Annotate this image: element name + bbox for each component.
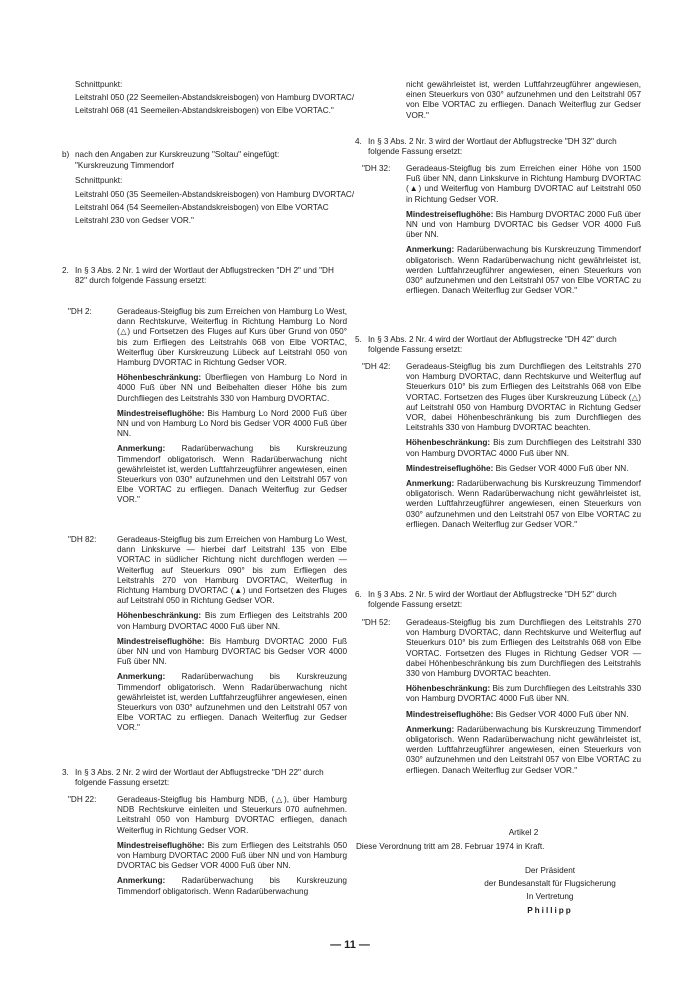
route-label-dh2: "DH 2: bbox=[68, 307, 92, 316]
height-restriction-text: Bis zum Erfliegen des Leitstrahls 200 von Hamburg DVORTAC 4000 Fuß über NN. bbox=[117, 611, 347, 631]
section-4-heading: In § 3 Abs. 2 Nr. 3 wird der Wortlaut der Abflugstrecke "DH 32" durch folgende Fassung ersetzt: bbox=[368, 137, 617, 157]
remark-label: Anmerkung: bbox=[117, 444, 166, 454]
item-b-line: Leitstrahl 050 (35 Seemeilen-Abstandskreisbogen) von Hamburg DVORTAC/ bbox=[75, 189, 355, 199]
route-label-dh22: "DH 22: bbox=[68, 795, 97, 804]
section-number: 6. bbox=[355, 590, 362, 599]
remark-text: Radarüberwachung bis Kurskreuzung Timmendorf obligatorisch. Wenn Radarüberwachung nicht gewährleistet ist, werden Luftfahrzeugführer angewiesen, einen Steuerkurs von 030° aufzunehmen und den Leitstrahl 057 von Elbe VORTAC zu erfliegen. Danach Weiterflug zur Gedser VOR." bbox=[406, 245, 641, 296]
route-description: Geradeaus-Steigflug bis zum Durchfliegen des Leitstrahls 270 von Hamburg DVORTAC, dann Rechtskurve und Weiterflug auf Steuerkurs 010° bis zum Erfliegen des Leitstrahls 068 von Elbe VORTAC. Fortsetzen des Fluges über Kurskreuzung Lübeck (△) auf Leitstrahl 050 von Hamburg DVORTAC in Richtung Gedser VOR, dabei Höhenbeschränkung bis zum Durchfliegen des Leitstrahls 330 von Hamburg DVORTAC beachten. bbox=[406, 362, 641, 433]
route-description: Geradeaus-Steigflug bis zum Erreichen von Hamburg Lo West, dann Linkskurve — hierbei darf Leitstrahl 135 von Elbe VORTAC in südlicher Richtung nicht durchflogen werden — Weiterflug auf Steuerkurs 090° bis zum Erfliegen des Leitstrahls 270 von Hamburg DVORTAC, Weiterflug in Richtung Hamburg DVORTAC (▲) und Fortsetzen des Fluges auf Leitstrahl 050 in Richtung Gedser VOR. bbox=[117, 535, 347, 606]
route-dh52-block bbox=[406, 618, 641, 776]
route-dh32-block bbox=[406, 164, 641, 296]
height-restriction-label: Höhenbeschränkung: bbox=[406, 438, 491, 448]
section-2-heading: In § 3 Abs. 2 Nr. 1 wird der Wortlaut der Abflugstrecken "DH 2" und "DH 82" durch folgende Fassung ersetzt: bbox=[75, 266, 334, 286]
remark bbox=[117, 876, 347, 896]
remark-label: Anmerkung: bbox=[406, 479, 455, 489]
remark bbox=[406, 725, 641, 776]
remark-text: Radarüberwachung bis Kurskreuzung Timmendorf obligatorisch. Wenn Radarüberwachung bbox=[117, 876, 347, 896]
item-b-line: "Kurskreuzung Timmendorf bbox=[75, 161, 174, 171]
min-cruise-altitude-label: Mindestreiseflughöhe: bbox=[406, 209, 494, 219]
section-number: 3. bbox=[62, 768, 69, 777]
effective-date-text: Diese Verordnung tritt am 28. Februar 1974 in Kraft. bbox=[356, 842, 545, 851]
signature-line: der Bundesanstalt für Flugsicherung bbox=[484, 879, 616, 889]
height-restriction bbox=[406, 438, 641, 458]
route-label-dh82: "DH 82: bbox=[68, 535, 97, 544]
section-6-heading: In § 3 Abs. 2 Nr. 5 wird der Wortlaut der Abflugstrecke "DH 52" durch folgende Fassung ersetzt: bbox=[368, 590, 617, 610]
item-marker: b) bbox=[62, 150, 70, 159]
item-b-line: Schnittpunkt: bbox=[75, 176, 123, 186]
min-cruise-altitude bbox=[117, 409, 347, 440]
section-3-heading: In § 3 Abs. 2 Nr. 2 wird der Wortlaut der Abflugstrecke "DH 22" durch folgende Fassung ersetzt: bbox=[75, 768, 324, 788]
remark-label: Anmerkung: bbox=[117, 672, 166, 682]
remark-text: Radarüberwachung bis Kurskreuzung Timmendorf obligatorisch. Wenn Radarüberwachung nicht gewährleistet ist, werden Luftfahrzeugführer angewiesen, einen Steuerkurs von 030° aufzunehmen und den Leitstrahl 057 von Elbe VORTAC zu erfliegen. Danach Weiterflug zur Gedser VOR." bbox=[117, 444, 347, 505]
item-b-heading: nach den Angaben zur Kurskreuzung "Soltau" eingefügt: bbox=[75, 150, 280, 159]
route-dh22-block bbox=[117, 795, 347, 897]
article-heading: Artikel 2 bbox=[508, 828, 539, 837]
intro-line: Leitstrahl 050 (22 Seemeilen-Abstandskreisbogen) von Hamburg DVORTAC/ bbox=[75, 93, 355, 103]
min-cruise-altitude-text: Bis Hamburg Lo Nord 2000 Fuß über NN und von Hamburg Lo Nord bis Gedser VOR 4000 Fuß über NN. bbox=[117, 408, 347, 439]
height-restriction-text: Bis zum Durchfliegen des Leitstrahls 330 von Hamburg DVORTAC 4000 Fuß über NN. bbox=[406, 684, 641, 704]
section-number: 2. bbox=[62, 266, 69, 275]
min-cruise-altitude-label: Mindestreiseflughöhe: bbox=[117, 840, 205, 850]
min-cruise-altitude-text: Bis zum Erfliegen des Leitstrahls 050 von Hamburg DVORTAC 2000 Fuß über NN und von Hamburg DVORTAC bis Gedser VOR 4000 Fuß über NN. bbox=[117, 840, 347, 871]
min-cruise-altitude bbox=[406, 464, 641, 474]
section-number: 4. bbox=[355, 137, 362, 146]
remark-label: Anmerkung: bbox=[117, 876, 166, 886]
min-cruise-altitude bbox=[406, 210, 641, 241]
min-cruise-altitude-label: Mindestreiseflughöhe: bbox=[117, 636, 205, 646]
height-restriction-text: Überfliegen von Hamburg Lo Nord in 4000 Fuß über NN und Beibehalten dieser Höhe bis zum Durchfliegen des Leitstrahls 330 von Hamburg DVORTAC. bbox=[117, 373, 347, 403]
route-dh42-block bbox=[406, 362, 641, 530]
signature-block bbox=[450, 866, 650, 916]
route-description: Geradeaus-Steigflug bis zum Erreichen einer Höhe von 1500 Fuß über NN, dann Linkskurve in Richtung Hamburg DVORTAC (▲) und Weiterflug von Hamburg DVORTAC auf Leitstrahl 050 in Richtung Gedser VOR. bbox=[406, 164, 641, 204]
item-b-line: Leitstrahl 064 (54 Seemeilen-Abstandskreisbogen) von Elbe VORTAC bbox=[75, 202, 329, 212]
continued-remark: nicht gewährleistet ist, werden Luftfahrzeugführer angewiesen, einen Steuerkurs von 030° aufzunehmen und den Leitstrahl 057 von Elbe VORTAC zu erfliegen. Danach Weiterflug zur Gedser VOR." bbox=[406, 80, 641, 120]
remark-text: Radarüberwachung bis Kurskreuzung Timmendorf obligatorisch. Wenn Radarüberwachung nicht gewährleistet ist, werden Luftfahrzeugführer angewiesen, einen Steuerkurs von 030° aufzunehmen und den Leitstrahl 057 von Elbe VORTAC zu erfliegen. Danach Weiterflug zur Gedser VOR." bbox=[117, 672, 347, 733]
min-cruise-altitude-text: Bis Gedser VOR 4000 Fuß über NN. bbox=[493, 709, 629, 719]
intro-block bbox=[75, 80, 360, 117]
intro-line: Schnittpunkt: bbox=[75, 80, 123, 89]
height-restriction-label: Höhenbeschränkung: bbox=[117, 611, 202, 621]
intro-line: Leitstrahl 068 (41 Seemeilen-Abstandskreisbogen) von Elbe VORTAC." bbox=[75, 106, 334, 116]
remark bbox=[406, 479, 641, 530]
remark-label: Anmerkung: bbox=[406, 245, 455, 255]
height-restriction bbox=[117, 611, 347, 631]
height-restriction-label: Höhenbeschränkung: bbox=[406, 684, 491, 694]
min-cruise-altitude-label: Mindestreiseflughöhe: bbox=[406, 709, 494, 719]
height-restriction-text: Bis zum Durchfliegen des Leitstrahl 330 von Hamburg DVORTAC 4000 Fuß über NN. bbox=[406, 438, 641, 458]
remark bbox=[117, 444, 347, 505]
item-b-block bbox=[75, 150, 360, 226]
route-description: Geradeaus-Steigflug bis Hamburg NDB, (△), über Hamburg NDB Rechtskurve einleiten und Steuerkurs 070 aufnehmen. Leitstrahl 050 von Hamburg DVORTAC erfliegen, danach Weiterflug in Richtung Gedser VOR. bbox=[117, 795, 347, 835]
section-number: 5. bbox=[355, 335, 362, 344]
remark-text: Radarüberwachung bis Kurskreuzung Timmendorf obligatorisch. Wenn Radarüberwachung nicht gewährleistet ist, werden Luftfahrzeugführer angewiesen, einen Steuerkurs von 030° aufzunehmen und den Leitstrahl 057 von Elbe VORTAC zu erfliegen. Danach Weiterflug zur Gedser VOR." bbox=[406, 479, 641, 529]
min-cruise-altitude-label: Mindestreiseflughöhe: bbox=[406, 463, 494, 473]
remark bbox=[406, 245, 641, 296]
min-cruise-altitude-text: Bis Hamburg DVORTAC 2000 Fuß über NN und von Hamburg DVORTAC bis Gedser VOR 4000 Fuß über NN. bbox=[406, 209, 641, 240]
signature-line: In Vertretung bbox=[526, 892, 574, 902]
height-restriction-label: Höhenbeschränkung: bbox=[117, 373, 202, 383]
min-cruise-altitude-label: Mindestreiseflughöhe: bbox=[117, 408, 205, 418]
section-5-heading: In § 3 Abs. 2 Nr. 4 wird der Wortlaut der Abflugstrecke "DH 42" durch folgende Fassung ersetzt: bbox=[368, 335, 617, 355]
route-description: Geradeaus-Steigflug bis zum Durchfliegen des Leitstrahls 270 von Hamburg DVORTAC, dann Rechtskurve und Weiterflug auf Steuerkurs 010° bis zum Erfliegen des Leitstrahls 068 von Elbe VORTAC. Fortsetzen des Fluges in Richtung Gedser VOR — dabei Höhenbeschränkung bis zum Durchfliegen des Leitstrahls 330 von Hamburg DVORTAC beachten. bbox=[406, 618, 641, 679]
signatory-name: Phillipp bbox=[527, 905, 573, 915]
min-cruise-altitude bbox=[117, 841, 347, 872]
route-dh82-block bbox=[117, 535, 347, 734]
height-restriction bbox=[406, 684, 641, 704]
min-cruise-altitude-text: Bis Gedser VOR 4000 Fuß über NN. bbox=[493, 463, 629, 473]
route-label-dh52: "DH 52: bbox=[362, 618, 391, 627]
height-restriction bbox=[117, 373, 347, 404]
route-description: Geradeaus-Steigflug bis zum Erreichen von Hamburg Lo West, dann Rechtskurve, Weiterflug in Richtung Hamburg Lo Nord (△) und Fortsetzen des Fluges auf Kurs über Grund von 050° bis zum Erfliegen des Leitstrahls 068 von Elbe VORTAC, Weiterflug über Kurskreuzung Lübeck auf Leitstrahl 050 von Hamburg DVORTAC in Richtung Gedser VOR. bbox=[117, 307, 347, 368]
min-cruise-altitude-text: Bis Hamburg DVORTAC 2000 Fuß über NN und von Hamburg DVORTAC bis Gedser VOR 4000 Fuß über NN. bbox=[117, 636, 347, 667]
route-label-dh32: "DH 32: bbox=[362, 164, 391, 173]
page-number: — 11 — bbox=[330, 939, 370, 951]
min-cruise-altitude bbox=[117, 637, 347, 668]
item-b-line: Leitstrahl 230 von Gedser VOR." bbox=[75, 216, 194, 226]
remark bbox=[117, 672, 347, 733]
route-label-dh42: "DH 42: bbox=[362, 362, 391, 371]
remark-label: Anmerkung: bbox=[406, 724, 455, 734]
min-cruise-altitude bbox=[406, 710, 641, 720]
route-dh2-block bbox=[117, 307, 347, 506]
signature-line: Der Präsident bbox=[524, 866, 576, 875]
remark-text: Radarüberwachung bis Kurskreuzung Timmendorf obligatorisch. Wenn Radarüberwachung nicht gewährleistet ist, werden Luftfahrzeugführer angewiesen, einen Steuerkurs von 030° aufzunehmen und den Leitstrahl 057 von Elbe VORTAC zu erfliegen. Danach Weiterflug zur Gedser VOR." bbox=[406, 724, 641, 775]
